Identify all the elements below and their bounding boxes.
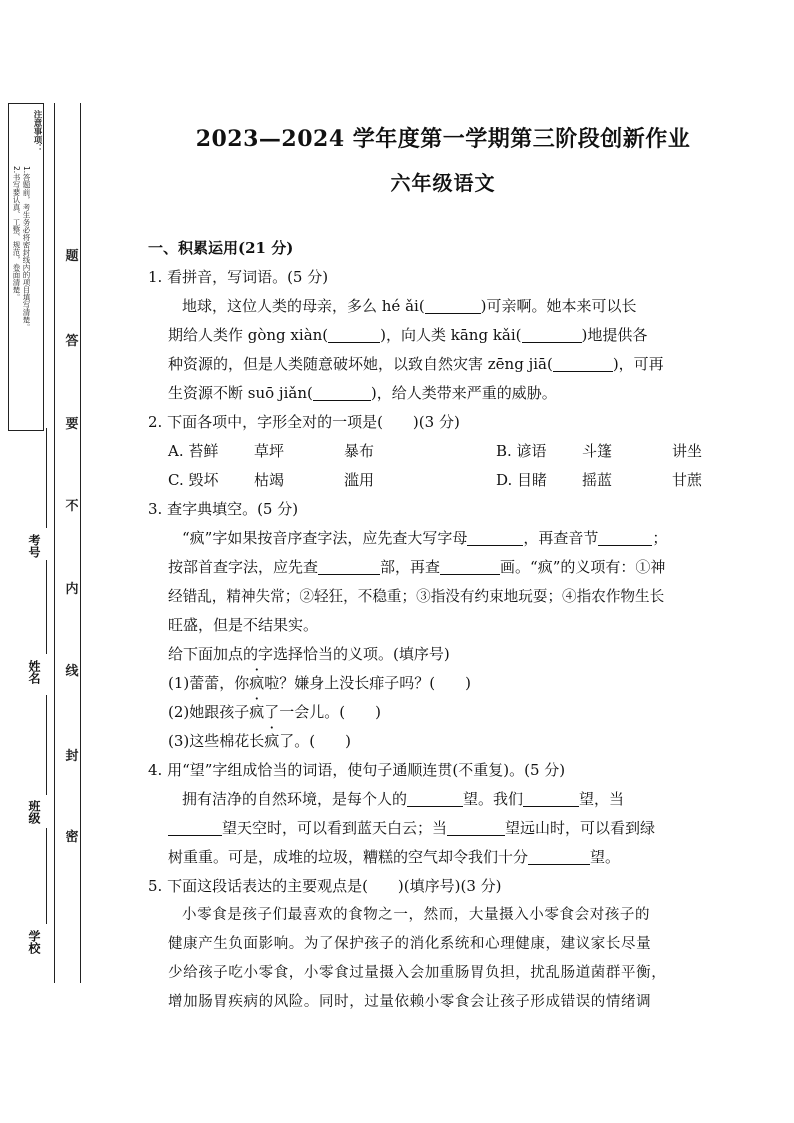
q1-answer-blank-5[interactable] xyxy=(313,382,371,401)
exam-number-label: 考号 xyxy=(27,534,41,558)
q1-line-2: 期给人类作 gòng xiàn( )，向人类 kāng kǎi( )地提供各 xyxy=(168,326,648,344)
school-field[interactable] xyxy=(26,930,43,958)
q3-sentence-3: (3)这些棉花长疯了。( ) xyxy=(168,732,351,750)
option-c-word-2: 枯竭 xyxy=(254,471,285,489)
exam-subtitle: 六年级语文 xyxy=(390,171,496,195)
option-d[interactable]: D. 目睹 xyxy=(496,471,548,489)
q4-stem: 4. 用“望”字组成恰当的词语，使句子通顺连贯(不重复)。(5 分) xyxy=(148,761,566,779)
q1-answer-blank-3[interactable] xyxy=(522,324,582,343)
q5-passage-line-1: 小零食是孩子们最喜欢的食物之一，然而，大量摄入小零食会对孩子的 xyxy=(182,907,651,923)
class-label: 班级 xyxy=(27,800,41,824)
seal-char-8: 密 xyxy=(65,830,79,845)
q1-answer-blank-1[interactable] xyxy=(425,295,481,314)
q4-line-3: 树重重。可是，成堆的垃圾，糟糕的空气却令我们十分 望。 xyxy=(168,848,621,866)
dotted-char: 疯 xyxy=(264,732,280,750)
notice-box xyxy=(8,103,44,431)
q1-stem: 1. 看拼音，写词语。(5 分) xyxy=(148,268,329,286)
q1-line-3: 种资源的，但是人类随意破坏她，以致自然灾害 zēng jiā( )，可再 xyxy=(168,355,664,373)
q3-letter-blank[interactable] xyxy=(467,527,523,546)
option-c[interactable]: C. 毁坏 xyxy=(168,471,219,489)
option-d-word-3: 甘蔗 xyxy=(672,471,703,489)
q1-answer-blank-2[interactable] xyxy=(328,324,380,343)
q4-blank-3[interactable] xyxy=(168,817,222,836)
q4-blank-1[interactable] xyxy=(407,788,463,807)
q3-para-line-2: 按部首查字法，应先查 部，再查 画。“疯”的义项有：①神 xyxy=(168,558,666,576)
q5-passage-line-3: 少给孩子吃小零食，小零食过量摄入会加重肠胃负担，扰乱肠道菌群平衡， xyxy=(168,965,667,981)
q1-answer-blank-4[interactable] xyxy=(553,353,613,372)
q3-instruction: 给下面加点的字选择恰当的义项。(填序号) xyxy=(168,645,450,663)
q2-options-row-2 xyxy=(148,466,738,495)
margin-border-line xyxy=(54,103,55,983)
binding-margin xyxy=(0,0,82,1123)
seal-char-2: 答 xyxy=(65,334,79,349)
q3-syllable-blank[interactable] xyxy=(598,527,652,546)
section-heading: 一、积累运用(21 分) xyxy=(148,239,294,257)
option-a[interactable]: A. 苔鲜 xyxy=(168,442,219,460)
seal-char-4: 不 xyxy=(65,499,79,514)
option-b-word-2: 斗篷 xyxy=(582,442,613,460)
q5-passage-line-2: 健康产生负面影响。为了保护孩子的消化系统和心理健康，建议家长尽量 xyxy=(168,936,652,952)
seal-char-6: 线 xyxy=(65,664,79,679)
school-label: 学校 xyxy=(27,930,41,954)
dotted-char: 疯 xyxy=(249,674,265,692)
q3-sentence-2: (2)她跟孩子疯了一会儿。( ) xyxy=(168,703,381,721)
class-line[interactable] xyxy=(46,695,47,795)
q4-line-1: 拥有洁净的自然环境，是每个人的 望。我们 望，当 xyxy=(182,790,625,808)
school-line[interactable] xyxy=(46,828,47,924)
q1-line-4: 生资源不断 suō jiǎn( )，给人类带来严重的威胁。 xyxy=(168,384,557,402)
q3-sentence-1: (1)蕾蕾，你疯啦？嫌身上没长痱子吗？( ) xyxy=(168,674,471,692)
notice-title: 注意事项： xyxy=(32,110,42,153)
option-a-word-3: 暴布 xyxy=(344,442,375,460)
seal-char-1: 题 xyxy=(65,249,79,264)
notice-item-2: 2.书写要认真、工整、规范，卷面清楚。 xyxy=(12,166,21,301)
q3-radical-blank[interactable] xyxy=(318,556,380,575)
option-c-word-3: 滥用 xyxy=(344,471,375,489)
q3-para-line-4: 旺盛，但是不结果实。 xyxy=(168,616,319,634)
seal-line xyxy=(80,103,81,983)
exam-number-field[interactable] xyxy=(26,534,43,562)
q1-line-1: 地球，这位人类的母亲，多么 hé ǎi( )可亲啊。她本来可以长 xyxy=(182,297,637,315)
q2-stem: 2. 下面各项中，字形全对的一项是( )(3 分) xyxy=(148,413,460,431)
name-line[interactable] xyxy=(46,560,47,654)
class-field[interactable] xyxy=(26,800,43,828)
q5-passage-line-4: 增加肠胃疾病的风险。同时，过量依赖小零食会让孩子形成错误的情绪调 xyxy=(168,994,652,1010)
q3-para-line-1: “疯”字如果按音序查字法，应先查大写字母 ，再查音节 ； xyxy=(182,529,668,547)
option-a-word-2: 草坪 xyxy=(254,442,285,460)
option-d-word-2: 摇蓝 xyxy=(582,471,613,489)
q4-blank-2[interactable] xyxy=(523,788,579,807)
seal-char-5: 内 xyxy=(65,582,79,597)
dotted-char: 疯 xyxy=(249,703,265,721)
exam-number-line[interactable] xyxy=(46,428,47,528)
q3-para-line-3: 经错乱，精神失常；②轻狂，不稳重；③指没有约束地玩耍；④指农作物生长 xyxy=(168,588,665,605)
name-field[interactable] xyxy=(26,660,43,688)
name-label: 姓名 xyxy=(27,660,41,684)
q4-line-2: 望天空时，可以看到蓝天白云；当 望远山时，可以看到绿 xyxy=(148,814,738,843)
q3-strokes-blank[interactable] xyxy=(440,556,500,575)
exam-content xyxy=(148,122,738,1017)
q3-stem: 3. 查字典填空。(5 分) xyxy=(148,500,299,518)
exam-title: 2023—2024 学年度第一学期第三阶段创新作业 xyxy=(195,126,691,152)
q2-options-row-1 xyxy=(148,437,738,466)
q4-blank-4[interactable] xyxy=(447,817,505,836)
option-b[interactable]: B. 谚语 xyxy=(496,442,547,460)
q5-stem: 5. 下面这段话表达的主要观点是( )(填序号)(3 分) xyxy=(148,877,502,895)
q4-blank-5[interactable] xyxy=(528,846,590,865)
seal-char-3: 要 xyxy=(65,417,79,432)
seal-char-7: 封 xyxy=(65,749,79,764)
notice-item-1: 1.答题前，考生务必将密封线内的项目填写清楚。 xyxy=(22,166,31,331)
option-b-word-3: 讲坐 xyxy=(672,442,703,460)
